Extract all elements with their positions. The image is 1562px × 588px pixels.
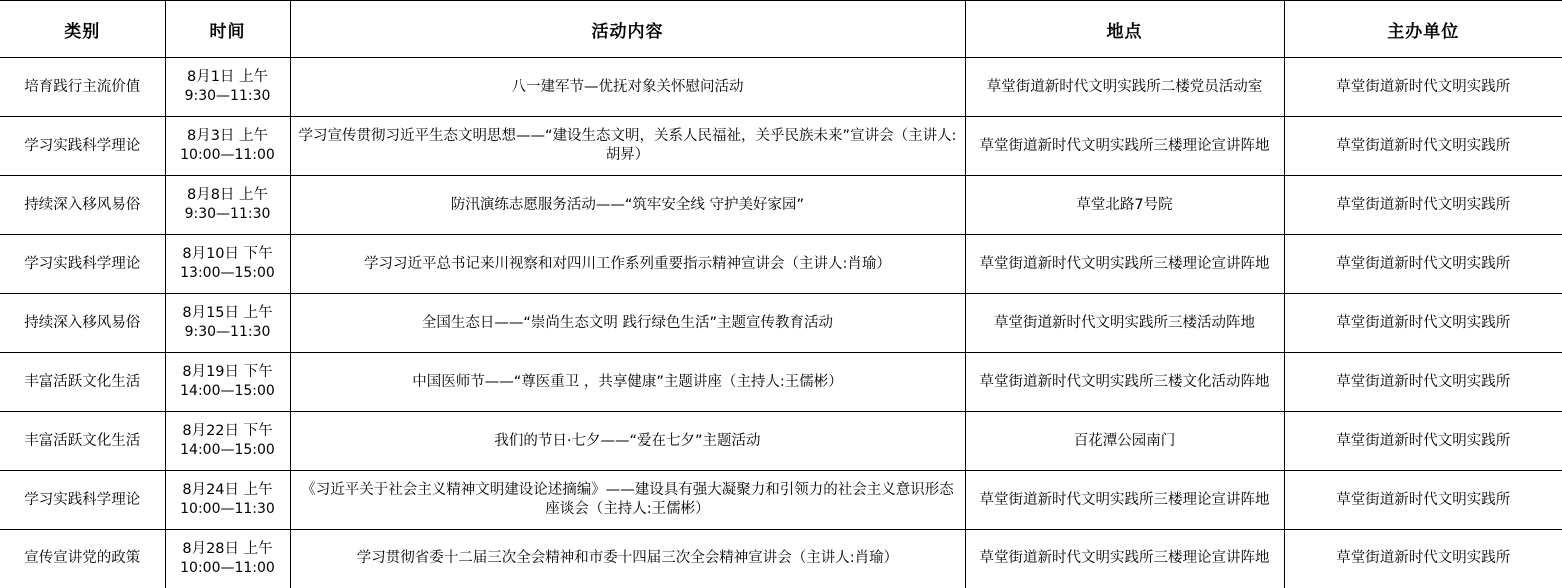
cell-content: 我们的节日·七夕——“爱在七夕”主题活动 <box>290 412 965 471</box>
cell-organizer: 草堂街道新时代文明实践所 <box>1284 235 1562 294</box>
cell-time-range: 10:00—11:30 <box>180 501 275 517</box>
cell-content: 中国医师节——“尊医重卫 ，共享健康”主题讲座（主持人:王儒彬） <box>290 353 965 412</box>
cell-time <box>165 530 290 588</box>
cell-location: 草堂北路7号院 <box>965 176 1284 235</box>
cell-time <box>165 412 290 471</box>
cell-organizer: 草堂街道新时代文明实践所 <box>1284 117 1562 176</box>
cell-time <box>165 58 290 117</box>
cell-date: 8月15日 上午 <box>182 305 273 321</box>
table-row <box>0 294 1562 353</box>
cell-time <box>165 353 290 412</box>
table-row <box>0 176 1562 235</box>
cell-content: 学习宣传贯彻习近平生态文明思想——“建设生态文明，关系人民福祉，关乎民族未来”宣讲会（主讲人:胡昇） <box>290 117 965 176</box>
cell-location: 草堂街道新时代文明实践所三楼理论宣讲阵地 <box>965 530 1284 588</box>
header-organizer: 主办单位 <box>1284 1 1562 58</box>
cell-content: 学习习近平总书记来川视察和对四川工作系列重要指示精神宣讲会（主讲人:肖瑜） <box>290 235 965 294</box>
table-row <box>0 412 1562 471</box>
cell-date: 8月28日 上午 <box>182 540 273 557</box>
cell-category: 学习实践科学理论 <box>0 235 165 294</box>
cell-time-range: 10:00—11:00 <box>180 147 275 163</box>
cell-location: 草堂街道新时代文明实践所三楼理论宣讲阵地 <box>965 117 1284 176</box>
cell-time <box>165 235 290 294</box>
cell-date: 8月3日 上午 <box>186 128 269 144</box>
cell-location: 草堂街道新时代文明实践所三楼理论宣讲阵地 <box>965 235 1284 294</box>
cell-content: 学习贯彻省委十二届三次全会精神和市委十四届三次全会精神宣讲会（主讲人:肖瑜） <box>290 530 965 588</box>
header-location: 地点 <box>965 1 1284 58</box>
cell-location: 草堂街道新时代文明实践所二楼党员活动室 <box>965 58 1284 117</box>
cell-date: 8月22日 下午 <box>182 423 273 439</box>
cell-time-range: 9:30—11:30 <box>184 88 271 104</box>
cell-time <box>165 294 290 353</box>
header-category: 类别 <box>0 1 165 58</box>
cell-category: 丰富活跃文化生活 <box>0 353 165 412</box>
cell-category: 丰富活跃文化生活 <box>0 412 165 471</box>
cell-date: 8月8日 上午 <box>186 187 269 203</box>
cell-category: 学习实践科学理论 <box>0 117 165 176</box>
cell-organizer: 草堂街道新时代文明实践所 <box>1284 58 1562 117</box>
cell-time-range: 9:30—11:30 <box>184 206 271 222</box>
table-row <box>0 58 1562 117</box>
cell-content: 防汛演练志愿服务活动——“筑牢安全线 守护美好家园” <box>290 176 965 235</box>
cell-time <box>165 176 290 235</box>
table-row <box>0 235 1562 294</box>
cell-location: 草堂街道新时代文明实践所三楼理论宣讲阵地 <box>965 471 1284 530</box>
cell-category: 培育践行主流价值 <box>0 58 165 117</box>
cell-organizer: 草堂街道新时代文明实践所 <box>1284 353 1562 412</box>
header-content: 活动内容 <box>290 1 965 58</box>
table-row <box>0 117 1562 176</box>
cell-time-range: 9:30—11:30 <box>184 324 271 340</box>
table-row <box>0 530 1562 588</box>
cell-organizer: 草堂街道新时代文明实践所 <box>1284 471 1562 530</box>
table-header-row <box>0 1 1562 58</box>
table-row <box>0 353 1562 412</box>
cell-category: 宣传宣讲党的政策 <box>0 530 165 588</box>
cell-organizer: 草堂街道新时代文明实践所 <box>1284 530 1562 588</box>
cell-time-range: 14:00—15:00 <box>180 442 275 458</box>
cell-content: 八一建军节—优抚对象关怀慰问活动 <box>290 58 965 117</box>
cell-time-range: 10:00—11:00 <box>180 559 275 576</box>
cell-time <box>165 471 290 530</box>
cell-organizer: 草堂街道新时代文明实践所 <box>1284 176 1562 235</box>
cell-content: 全国生态日——“崇尚生态文明 践行绿色生活”主题宣传教育活动 <box>290 294 965 353</box>
cell-location: 草堂街道新时代文明实践所三楼文化活动阵地 <box>965 353 1284 412</box>
cell-time <box>165 117 290 176</box>
cell-time-range: 13:00—15:00 <box>180 265 275 281</box>
cell-category: 持续深入移风易俗 <box>0 294 165 353</box>
header-time: 时间 <box>165 1 290 58</box>
cell-time-range: 14:00—15:00 <box>180 383 275 399</box>
cell-date: 8月24日 上午 <box>182 482 273 498</box>
cell-location: 草堂街道新时代文明实践所三楼活动阵地 <box>965 294 1284 353</box>
cell-category: 学习实践科学理论 <box>0 471 165 530</box>
cell-organizer: 草堂街道新时代文明实践所 <box>1284 412 1562 471</box>
cell-location: 百花潭公园南门 <box>965 412 1284 471</box>
cell-organizer: 草堂街道新时代文明实践所 <box>1284 294 1562 353</box>
cell-date: 8月10日 下午 <box>182 246 273 262</box>
cell-date: 8月19日 下午 <box>182 364 273 380</box>
cell-date: 8月1日 上午 <box>186 69 269 85</box>
cell-content: 《习近平关于社会主义精神文明建设论述摘编》——建设具有强大凝聚力和引领力的社会主义意识形态座谈会（主持人:王儒彬） <box>290 471 965 530</box>
table-row <box>0 471 1562 530</box>
cell-category: 持续深入移风易俗 <box>0 176 165 235</box>
